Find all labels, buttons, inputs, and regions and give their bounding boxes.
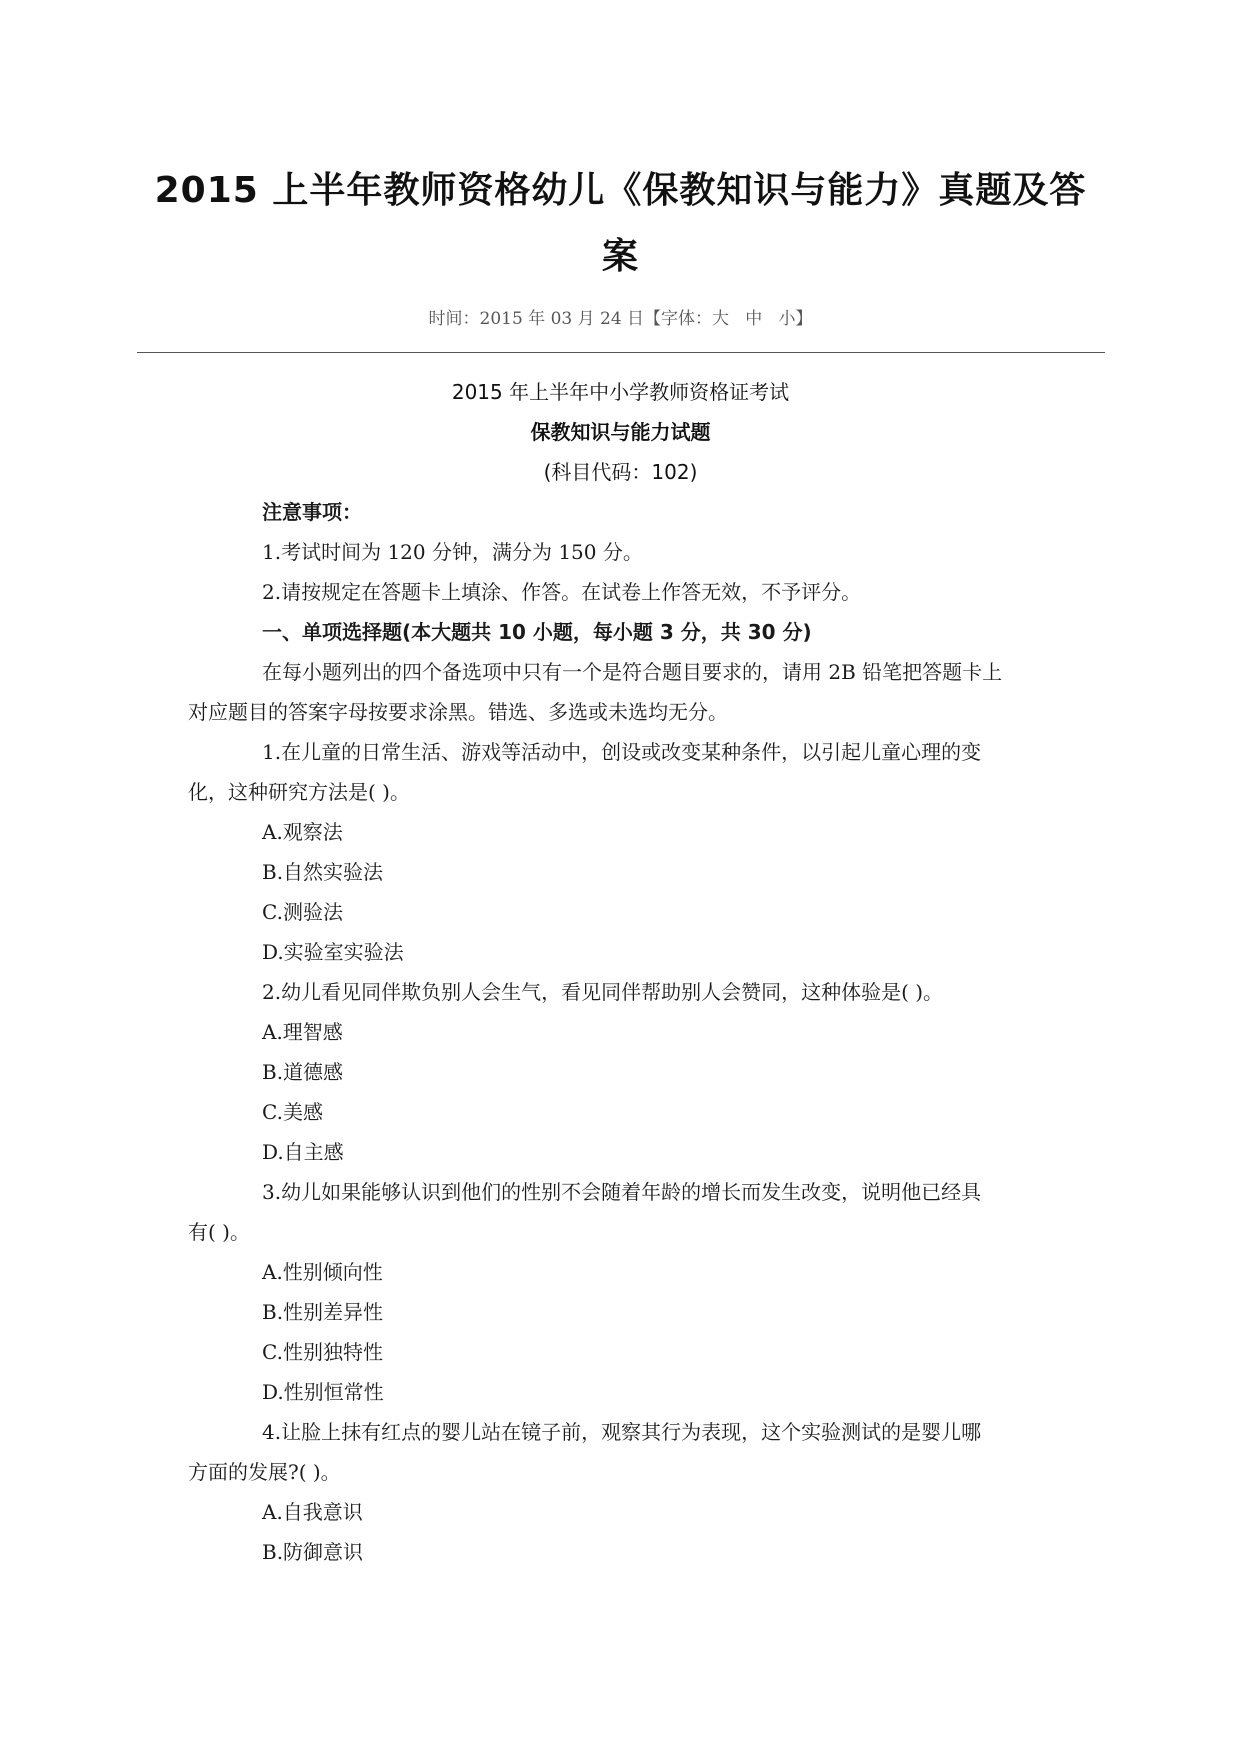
question-1-option-d: D.实验室实验法 xyxy=(262,940,404,964)
notes-title: 注意事项： xyxy=(262,500,362,524)
question-1-option-c: C.测验法 xyxy=(262,900,343,924)
question-2-stem-line-1: 2.幼儿看见同伴欺负别人会生气，看见同伴帮助别人会赞同，这种体验是( )。 xyxy=(262,980,944,1004)
publish-meta: 时间：2015 年 03 月 24 日【字体：大 中 小】 xyxy=(428,309,813,329)
section-instructions-line-1: 在每小题列出的四个备选项中只有一个是符合题目要求的，请用 2B 铅笔把答题卡上 xyxy=(262,660,1003,684)
notes-item-1: 1.考试时间为 120 分钟，满分为 150 分。 xyxy=(262,540,643,564)
section-title: 一、单项选择题(本大题共 10 小题，每小题 3 分，共 30 分) xyxy=(262,620,812,644)
question-2-option-c: C.美感 xyxy=(262,1100,323,1124)
question-3-stem-line-1: 3.幼儿如果能够认识到他们的性别不会随着年龄的增长而发生改变，说明他已经具 xyxy=(262,1180,982,1204)
exam-subject: 保教知识与能力试题 xyxy=(530,420,711,444)
question-3-option-c: C.性别独特性 xyxy=(262,1340,383,1364)
notes-item-2: 2.请按规定在答题卡上填涂、作答。在试卷上作答无效，不予评分。 xyxy=(262,580,862,604)
question-2-option-b: B.道德感 xyxy=(262,1060,344,1084)
document-title-line-2: 案 xyxy=(601,236,639,277)
exam-code: (科目代码：102) xyxy=(543,460,698,484)
question-3-option-d: D.性别恒常性 xyxy=(262,1380,384,1404)
question-1-stem-line-2: 化，这种研究方法是( )。 xyxy=(188,780,410,804)
question-3-option-b: B.性别差异性 xyxy=(262,1300,384,1324)
question-1-option-b: B.自然实验法 xyxy=(262,860,384,884)
question-1-option-a: A.观察法 xyxy=(262,820,343,844)
exam-heading: 2015 年上半年中小学教师资格证考试 xyxy=(451,380,790,404)
question-4-stem-line-2: 方面的发展?( )。 xyxy=(188,1460,341,1484)
question-4-stem-line-1: 4.让脸上抹有红点的婴儿站在镜子前，观察其行为表现，这个实验测试的是婴儿哪 xyxy=(262,1420,982,1444)
question-2-option-d: D.自主感 xyxy=(262,1140,344,1164)
question-2-option-a: A.理智感 xyxy=(262,1020,343,1044)
document-title-line-1: 2015 上半年教师资格幼儿《保教知识与能力》真题及答 xyxy=(154,170,1087,211)
question-4-option-a: A.自我意识 xyxy=(262,1500,363,1524)
question-3-option-a: A.性别倾向性 xyxy=(262,1260,383,1284)
question-1-stem-line-1: 1.在儿童的日常生活、游戏等活动中，创设或改变某种条件，以引起儿童心理的变 xyxy=(262,740,982,764)
question-3-stem-line-2: 有( )。 xyxy=(188,1220,250,1244)
question-4-option-b: B.防御意识 xyxy=(262,1540,364,1564)
header-divider xyxy=(137,352,1105,353)
section-instructions-line-2: 对应题目的答案字母按要求涂黑。错选、多选或未选均无分。 xyxy=(188,700,728,724)
